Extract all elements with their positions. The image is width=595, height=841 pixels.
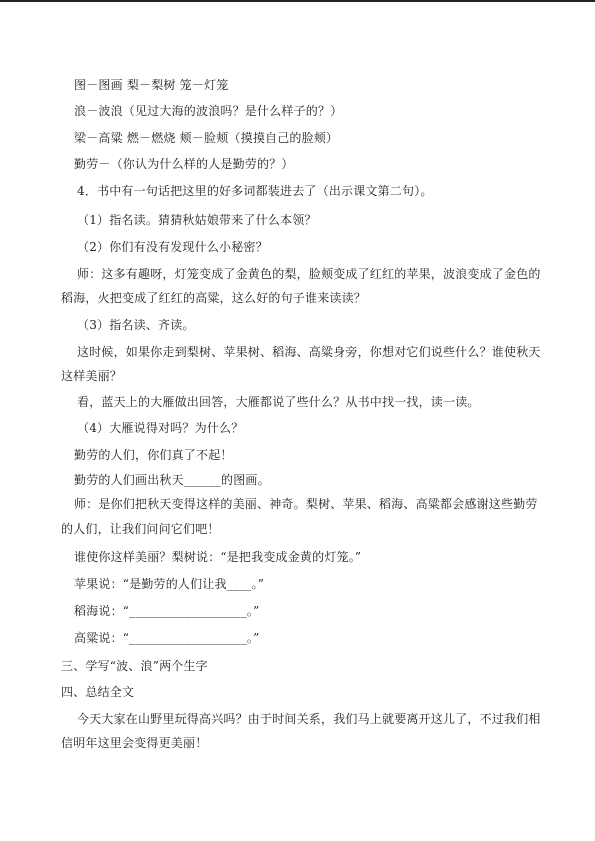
teacher-paragraph-1-line-2: 稻海，火把变成了红红的高粱，这么好的句子谁来读读？ xyxy=(61,291,367,305)
teacher-paragraph-2-line-2: 的人们，让我们问问它们吧！ xyxy=(61,522,220,536)
summary-line-1: 今天大家在山野里玩得高兴吗？由于时间关系，我们马上就要离开这儿了，不过我们相 xyxy=(77,712,541,726)
summary-line-2: 信明年这里会变得更美丽！ xyxy=(61,736,208,750)
wild-goose-paragraph: 看，蓝天上的大雁做出回答，大雁都说了些什么？从书中找一找，读一读。 xyxy=(77,395,480,409)
teacher-paragraph-1-line-1: 师：这多有趣呀，灯笼变成了金黄色的梨，脸颊变成了红红的苹果，波浪变成了金色的 xyxy=(77,267,541,281)
fill-blank-line: 勤劳的人们画出秋天______的图画。 xyxy=(74,473,270,487)
section-3-heading: 三、学写“波、浪”两个生字 xyxy=(61,659,208,673)
step-4-heading: 4．书中有一句话把这里的好多词都装进去了（出示课文第二句）。 xyxy=(77,184,433,198)
step-4-item-1: （1）指名读。猜猜秋姑娘带来了什么本领？ xyxy=(77,213,317,227)
step-4-item-4: （4）大雁说得对吗？为什么？ xyxy=(77,421,244,435)
sorghum-dialogue: 高粱说：“___________________。” xyxy=(74,631,260,645)
vocab-line-3: 梁－高粱 燃－燃烧 颊－脸颊（摸摸自己的脸颊） xyxy=(74,131,339,145)
vocab-line-2: 浪－波浪（见过大海的波浪吗？是什么样子的？） xyxy=(74,104,343,118)
rice-sea-dialogue: 稻海说：“___________________。” xyxy=(74,604,260,618)
question-paragraph-line-1: 这时候，如果你走到梨树、苹果树、稻海、高粱身旁，你想对它们说些什么？谁使秋天 xyxy=(77,345,541,359)
question-paragraph-line-2: 这样美丽？ xyxy=(61,369,123,383)
teacher-paragraph-2-line-1: 师：是你们把秋天变得这样的美丽、神奇。梨树、苹果、稻海、高粱都会感谢这些勤劳 xyxy=(74,497,538,511)
pear-tree-dialogue: 谁使你这样美丽？梨树说：“是把我变成金黄的灯笼。” xyxy=(74,550,362,564)
step-4-item-3: （3）指名读、齐读。 xyxy=(77,318,195,332)
praise-line: 勤劳的人们，你们真了不起！ xyxy=(74,448,233,462)
step-4-item-2: （2）你们有没有发现什么小秘密？ xyxy=(77,240,268,254)
section-4-heading: 四、总结全文 xyxy=(61,685,135,699)
apple-dialogue: 苹果说：“是勤劳的人们让我____。” xyxy=(74,577,265,591)
vocab-line-4: 勤劳－（你认为什么样的人是勤劳的？） xyxy=(74,157,294,171)
vocab-line-1: 图－图画 梨－梨树 笼－灯笼 xyxy=(74,78,229,92)
